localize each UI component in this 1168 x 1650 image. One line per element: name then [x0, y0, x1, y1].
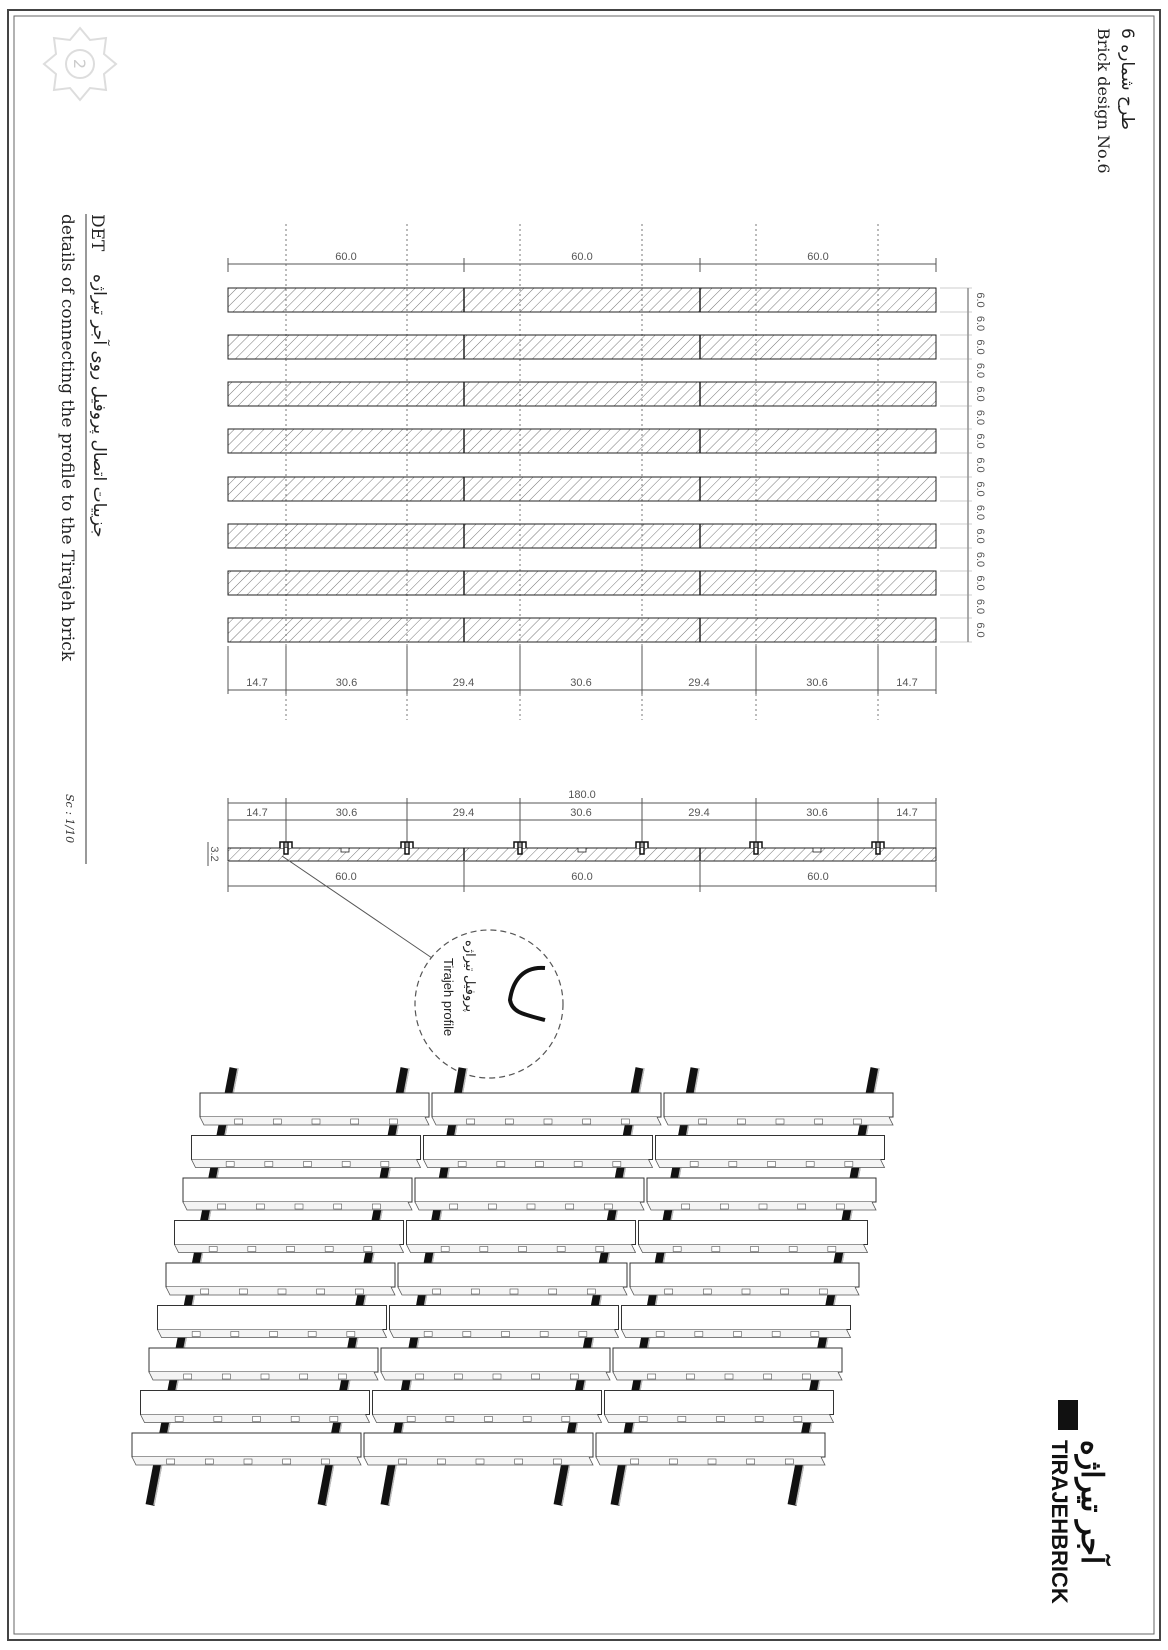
iso-brick-notch [798, 1204, 806, 1209]
plan-side-dim-label: 6.0 [974, 315, 987, 332]
plan-brick-row [228, 477, 936, 501]
iso-brick-notch [480, 1247, 488, 1252]
plan-top-dim-label: 60.0 [571, 251, 593, 263]
iso-brick-notch [673, 1247, 681, 1252]
section-bottom-dim-label: 60.0 [807, 871, 829, 883]
iso-brick-notch [342, 1162, 350, 1167]
isometric-view [132, 1068, 893, 1505]
iso-brick-notch [515, 1459, 523, 1464]
plan-brick-row [228, 335, 936, 359]
iso-brick-notch [742, 1289, 750, 1294]
iso-brick-notch [244, 1459, 252, 1464]
iso-brick-notch [497, 1162, 505, 1167]
iso-brick-notch [819, 1289, 827, 1294]
iso-brick-face [390, 1306, 619, 1330]
iso-brick-notch [759, 1204, 767, 1209]
plan-side-dim-label: 6.0 [974, 339, 987, 355]
plan-bottom-dim-label: 14.7 [896, 677, 918, 689]
plan-brick-row [228, 288, 936, 312]
iso-brick-face [158, 1306, 387, 1330]
section-notch [341, 848, 349, 852]
iso-brick-face [622, 1306, 851, 1330]
iso-brick-notch [239, 1289, 247, 1294]
plan-side-dim-label: 6.0 [974, 362, 987, 379]
plan-brick-row [228, 571, 936, 595]
iso-brick-face [373, 1391, 602, 1415]
iso-brick-notch [505, 1119, 513, 1124]
iso-brick-face [132, 1433, 361, 1457]
iso-brick-face [630, 1263, 859, 1287]
brand-logo [1047, 1400, 1112, 1604]
iso-brick-notch [308, 1332, 316, 1337]
iso-brick-notch [334, 1204, 342, 1209]
logo-mark-icon [1058, 1400, 1078, 1430]
iso-brick-notch [648, 1374, 656, 1379]
iso-brick-notch [789, 1247, 797, 1252]
iso-brick-notch [853, 1119, 861, 1124]
iso-brick-notch [725, 1374, 733, 1379]
iso-brick-face [424, 1136, 653, 1160]
iso-brick-notch [703, 1289, 711, 1294]
iso-brick-face [192, 1136, 421, 1160]
section-top-dim-label: 30.6 [806, 807, 828, 819]
iso-brick-notch [471, 1289, 479, 1294]
iso-brick-notch [278, 1289, 286, 1294]
iso-brick-notch [209, 1247, 217, 1252]
iso-brick-notch [261, 1374, 269, 1379]
iso-brick-notch [437, 1459, 445, 1464]
iso-brick-notch [686, 1374, 694, 1379]
iso-brick-notch [287, 1247, 295, 1252]
plan-brick-row [228, 429, 936, 453]
iso-brick-notch [540, 1332, 548, 1337]
iso-brick-face [364, 1433, 593, 1457]
iso-brick-notch [519, 1247, 527, 1252]
iso-brick-notch [235, 1119, 243, 1124]
plan-side-dim-label: 6.0 [974, 622, 987, 638]
plan-side-dim-label: 6.0 [974, 433, 987, 449]
iso-brick-notch [265, 1162, 273, 1167]
iso-brick-notch [544, 1119, 552, 1124]
iso-brick-notch [381, 1162, 389, 1167]
iso-brick-face [141, 1391, 370, 1415]
iso-brick-notch [295, 1204, 303, 1209]
iso-brick-notch [772, 1332, 780, 1337]
profile-callout [282, 856, 563, 1078]
iso-brick-notch [270, 1332, 278, 1337]
plan-side-dim-label: 6.0 [974, 598, 987, 615]
plan-bottom-dim-label: 14.7 [246, 677, 268, 689]
section-top-dim-label: 30.6 [335, 807, 358, 819]
iso-brick-notch [682, 1204, 690, 1209]
plan-bottom-dim-label: 30.6 [570, 677, 592, 689]
iso-brick-notch [639, 1417, 647, 1422]
iso-brick-notch [845, 1162, 853, 1167]
callout-label-en: Tirajeh profile [441, 958, 456, 1037]
iso-brick-notch [351, 1119, 359, 1124]
detail-caption-fa: جزییات اتصال پروفیل روی آجر تیراژه [89, 274, 109, 538]
iso-brick-face [613, 1348, 842, 1372]
iso-brick-notch [467, 1119, 475, 1124]
iso-brick-notch [712, 1247, 720, 1252]
iso-brick-face [432, 1093, 661, 1117]
iso-brick-notch [669, 1459, 677, 1464]
iso-brick-notch [463, 1332, 471, 1337]
badge-number: 2 [70, 58, 89, 70]
iso-brick-notch [424, 1332, 432, 1337]
plan-brick-row [228, 382, 936, 406]
plan-view [228, 224, 986, 720]
iso-brick-notch [312, 1119, 320, 1124]
iso-brick-notch [631, 1459, 639, 1464]
plan-side-dim-label: 6.0 [974, 551, 987, 568]
iso-brick-notch [764, 1374, 772, 1379]
plan-top-dim-label: 60.0 [807, 251, 829, 263]
iso-brick-notch [665, 1289, 673, 1294]
iso-brick-notch [389, 1119, 397, 1124]
iso-brick-notch [604, 1204, 612, 1209]
iso-brick-notch [836, 1204, 844, 1209]
iso-brick-face [149, 1348, 378, 1372]
iso-brick-notch [485, 1417, 493, 1422]
iso-brick-notch [510, 1289, 518, 1294]
iso-brick-notch [226, 1162, 234, 1167]
iso-brick-notch [553, 1459, 561, 1464]
callout-label-fa: پروفیل تیراژه [463, 940, 478, 1013]
iso-brick-notch [355, 1289, 363, 1294]
iso-brick-notch [557, 1247, 565, 1252]
iso-brick-notch [621, 1119, 629, 1124]
iso-brick-notch [433, 1289, 441, 1294]
iso-brick-face [381, 1348, 610, 1372]
iso-brick-face [407, 1221, 636, 1245]
iso-brick-notch [656, 1332, 664, 1337]
section-view [208, 789, 936, 892]
iso-brick-notch [708, 1459, 716, 1464]
iso-brick-notch [815, 1119, 823, 1124]
iso-brick-notch [476, 1459, 484, 1464]
iso-brick-notch [570, 1374, 578, 1379]
iso-brick-face [605, 1391, 834, 1415]
iso-brick-notch [811, 1332, 819, 1337]
iso-brick-notch [304, 1162, 312, 1167]
iso-brick-notch [446, 1417, 454, 1422]
iso-brick-face [647, 1178, 876, 1202]
iso-brick-notch [330, 1417, 338, 1422]
iso-brick-notch [214, 1417, 222, 1422]
section-bottom-dim-label: 60.0 [571, 871, 593, 883]
iso-brick-notch [802, 1374, 810, 1379]
iso-brick-face [664, 1093, 893, 1117]
iso-brick-notch [566, 1204, 574, 1209]
logo-text-en: TIRAJEHBRICK [1047, 1440, 1072, 1604]
iso-brick-notch [717, 1417, 725, 1422]
detail-caption-en: details of connecting the profile to the Tirajeh brick [57, 214, 77, 662]
title-en: Brick design No.6 [1094, 28, 1113, 174]
iso-brick-face [183, 1178, 412, 1202]
iso-brick-notch [596, 1247, 604, 1252]
iso-brick-notch [755, 1417, 763, 1422]
plan-bottom-dim-label: 30.6 [806, 677, 828, 689]
iso-brick-notch [454, 1374, 462, 1379]
iso-brick-notch [317, 1289, 325, 1294]
plan-bottom-dim-label: 30.6 [335, 677, 358, 689]
iso-brick-notch [458, 1162, 466, 1167]
iso-brick-notch [450, 1204, 458, 1209]
iso-brick-notch [806, 1162, 814, 1167]
plan-bottom-dim-label: 29.4 [452, 677, 475, 689]
iso-brick-notch [720, 1204, 728, 1209]
iso-brick-notch [737, 1119, 745, 1124]
detail-code: DET [87, 214, 107, 252]
iso-brick-notch [399, 1459, 407, 1464]
section-notch [813, 848, 821, 852]
iso-brick-notch [488, 1204, 496, 1209]
iso-brick-notch [695, 1332, 703, 1337]
iso-brick-notch [416, 1374, 424, 1379]
iso-brick-notch [407, 1417, 415, 1422]
iso-brick-notch [768, 1162, 776, 1167]
iso-brick-notch [273, 1119, 281, 1124]
title-block [1094, 28, 1137, 174]
iso-brick-notch [729, 1162, 737, 1167]
iso-brick-notch [338, 1374, 346, 1379]
iso-brick-notch [734, 1332, 742, 1337]
plan-side-dim-label: 6.0 [974, 528, 987, 544]
iso-brick-face [175, 1221, 404, 1245]
iso-brick-notch [201, 1289, 209, 1294]
section-top-dim-label: 29.4 [688, 807, 710, 819]
iso-brick-notch [587, 1289, 595, 1294]
iso-brick-notch [776, 1119, 784, 1124]
iso-brick-notch [562, 1417, 570, 1422]
iso-brick-notch [300, 1374, 308, 1379]
plan-side-dim-label: 6.0 [974, 481, 987, 497]
plan-side-dim-label: 6.0 [974, 386, 987, 402]
title-fa: طرح شماره 6 [1117, 28, 1137, 130]
iso-brick-notch [291, 1417, 299, 1422]
plan-side-dim-label: 6.0 [974, 457, 987, 473]
iso-brick-notch [785, 1459, 793, 1464]
iso-brick-face [415, 1178, 644, 1202]
iso-brick-notch [372, 1204, 380, 1209]
iso-brick-notch [184, 1374, 192, 1379]
detail-scale: Sc : 1/10 [63, 794, 76, 844]
iso-brick-notch [549, 1289, 557, 1294]
iso-brick-notch [690, 1162, 698, 1167]
iso-brick-notch [613, 1162, 621, 1167]
iso-brick-notch [574, 1162, 582, 1167]
iso-brick-notch [828, 1247, 836, 1252]
iso-brick-face [656, 1136, 885, 1160]
iso-brick-notch [364, 1247, 372, 1252]
iso-brick-notch [205, 1459, 213, 1464]
plan-top-dim-label: 60.0 [335, 251, 357, 263]
iso-brick-notch [347, 1332, 355, 1337]
plan-bottom-dim-label: 29.4 [688, 677, 710, 689]
section-bottom-dim-label: 60.0 [335, 871, 357, 883]
plan-side-dim-label: 6.0 [974, 575, 987, 591]
iso-brick-face [200, 1093, 429, 1117]
iso-brick-notch [167, 1459, 175, 1464]
iso-brick-notch [253, 1417, 261, 1422]
iso-brick-notch [527, 1204, 535, 1209]
iso-brick-notch [231, 1332, 239, 1337]
iso-brick-face [596, 1433, 825, 1457]
iso-brick-notch [747, 1459, 755, 1464]
iso-brick-notch [536, 1162, 544, 1167]
iso-brick-notch [192, 1332, 200, 1337]
iso-brick-face [398, 1263, 627, 1287]
detail-caption [57, 214, 111, 864]
plan-brick-row [228, 524, 936, 548]
plan-side-dim-label: 6.0 [974, 504, 987, 521]
iso-brick-notch [583, 1119, 591, 1124]
iso-brick-notch [493, 1374, 501, 1379]
iso-brick-notch [794, 1417, 802, 1422]
section-thickness-label: 3.2 [208, 846, 221, 862]
iso-brick-notch [218, 1204, 226, 1209]
iso-brick-notch [256, 1204, 264, 1209]
iso-brick-notch [222, 1374, 230, 1379]
plan-side-dim-label: 6.0 [974, 292, 987, 308]
logo-text-fa: آجر تیراژه [1075, 1440, 1108, 1565]
iso-brick-notch [441, 1247, 449, 1252]
iso-brick-notch [321, 1459, 329, 1464]
iso-brick-face [639, 1221, 868, 1245]
section-top-dim-label: 29.4 [452, 807, 475, 819]
section-top-dim-label: 14.7 [246, 807, 268, 819]
iso-brick-notch [678, 1417, 686, 1422]
iso-brick-notch [248, 1247, 256, 1252]
iso-brick-notch [325, 1247, 333, 1252]
section-notch [578, 848, 586, 852]
iso-brick-notch [579, 1332, 587, 1337]
iso-brick-notch [751, 1247, 759, 1252]
plan-side-dim-label: 6.0 [974, 409, 987, 426]
badge-star-icon [44, 28, 116, 100]
iso-brick-notch [699, 1119, 707, 1124]
section-top-dim-label: 30.6 [570, 807, 592, 819]
iso-brick-notch [283, 1459, 291, 1464]
iso-brick-notch [523, 1417, 531, 1422]
iso-brick-face [166, 1263, 395, 1287]
iso-brick-notch [532, 1374, 540, 1379]
iso-brick-notch [781, 1289, 789, 1294]
section-total-dim-label: 180.0 [568, 789, 596, 801]
iso-brick-notch [502, 1332, 510, 1337]
iso-brick-notch [175, 1417, 183, 1422]
plan-brick-row [228, 618, 936, 642]
section-top-dim-label: 14.7 [896, 807, 918, 819]
